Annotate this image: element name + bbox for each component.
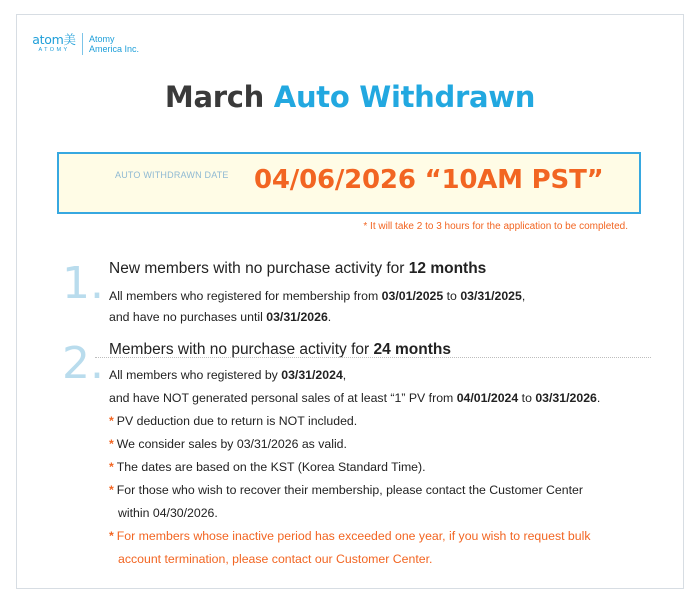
section1-line1 <box>109 288 525 304</box>
page-title <box>0 80 700 114</box>
note-recover-membership <box>109 482 583 498</box>
section1-line1-post: , <box>521 289 526 303</box>
logo-mark <box>32 34 76 54</box>
section1-number: 1. <box>62 258 104 309</box>
note-text: PV deduction due to return is NOT included. <box>116 414 358 428</box>
processing-note: * It will take 2 to 3 hours for the application to be completed. <box>363 221 628 232</box>
note-star: * <box>109 460 114 474</box>
section1-start-date: 03/01/2025 <box>381 289 444 303</box>
section2-line1-post: , <box>342 368 347 382</box>
note-star: * <box>109 483 114 497</box>
section2-line2-post: . <box>596 391 601 405</box>
section2-divider <box>95 357 651 358</box>
section1-end-date: 03/31/2025 <box>460 289 522 303</box>
logo-divider <box>82 33 83 55</box>
note-star: * <box>109 414 114 428</box>
company-line2: America Inc. <box>89 44 140 54</box>
section2-line2 <box>109 390 600 406</box>
title-month: March <box>164 80 274 114</box>
logo-company <box>89 34 139 54</box>
section2-start-date: 04/01/2024 <box>456 391 519 405</box>
section2-number: 2. <box>62 338 104 389</box>
logo-wordmark: atom美 <box>32 32 76 47</box>
section2-line2-mid: to <box>518 391 536 405</box>
section2-line2-text: and have NOT generated personal sales of at least “1” PV from <box>109 391 457 405</box>
section1-line1-mid: to <box>443 289 461 303</box>
note-star: * <box>109 437 114 451</box>
section1-purchase-date: 03/31/2026 <box>266 310 328 324</box>
atomy-logo <box>32 32 139 56</box>
section2-heading-period: 24 months <box>373 341 451 358</box>
note-text: For members whose inactive period has exceeded one year, if you wish to request bulk <box>116 529 591 543</box>
note-bulk-termination-cont: account termination, please contact our Customer Center. <box>118 552 433 566</box>
section2-line1-text: All members who registered by <box>109 368 282 382</box>
note-valid-sales <box>109 436 347 452</box>
section1-line1-text: All members who registered for membership from <box>109 289 382 303</box>
section1-heading <box>109 259 486 279</box>
note-text: For those who wish to recover their membership, please contact the Customer Center <box>116 483 583 497</box>
section1-heading-text: New members with no purchase activity for <box>109 260 409 277</box>
section1-line2-post: . <box>327 310 332 324</box>
note-bulk-termination <box>109 528 590 544</box>
note-recover-deadline: within 04/30/2026. <box>118 506 218 520</box>
section2-line1 <box>109 367 346 383</box>
note-pv-deduction <box>109 413 357 429</box>
section1-heading-period: 12 months <box>408 260 487 277</box>
withdrawn-date-box <box>57 152 641 214</box>
section2-heading-text: Members with no purchase activity for <box>109 341 374 358</box>
section1-line2-text: and have no purchases until <box>109 310 267 324</box>
section2-registered-date: 03/31/2024 <box>281 368 343 382</box>
note-text: We consider sales by 03/31/2026 as valid. <box>116 437 347 451</box>
logo-subtext: ATOMY <box>38 47 70 53</box>
company-line1: Atomy <box>89 34 115 44</box>
section1-line2 <box>109 309 331 325</box>
title-highlight: Auto Withdrawn <box>273 80 536 114</box>
section2-end-date: 03/31/2026 <box>535 391 597 405</box>
note-star: * <box>109 529 114 543</box>
date-value: 04/06/2026 “10AM PST” <box>254 165 604 195</box>
note-kst <box>109 459 426 475</box>
date-label: AUTO WITHDRAWN DATE <box>115 170 229 180</box>
note-text: The dates are based on the KST (Korea Standard Time). <box>116 460 426 474</box>
